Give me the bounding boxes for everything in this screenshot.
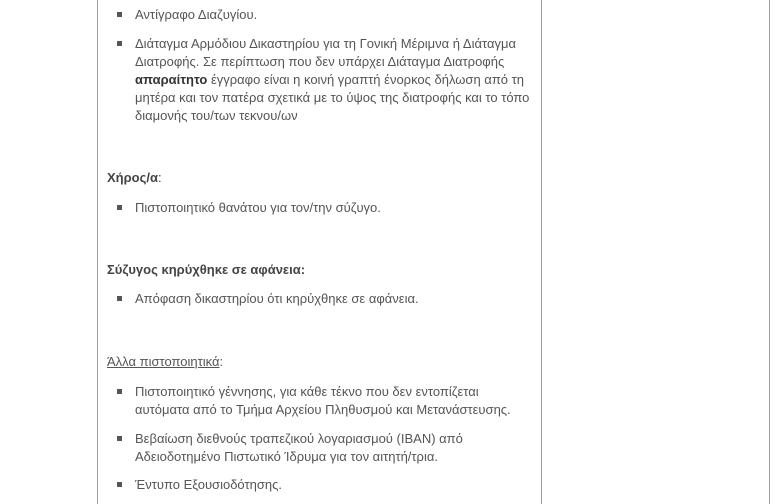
other-certificates-heading-colon: :	[219, 354, 224, 369]
table-border-middle	[541, 0, 542, 504]
list-item-text: Έντυπο Εξουσιοδότησης.	[135, 477, 282, 492]
list-item-authorization-form	[117, 476, 535, 494]
widowed-heading-colon: :	[157, 170, 162, 185]
other-certificates-heading-text: Άλλα πιστοποιητικά	[107, 354, 220, 369]
table-border-left	[97, 0, 98, 504]
list-item-text: Απόφαση δικαστηρίου ότι κηρύχθηκε σε αφάνεια.	[135, 291, 419, 306]
list-item-text: Αντίγραφο Διαζυγίου.	[135, 7, 258, 22]
list-item-court-decision	[117, 290, 535, 308]
widowed-heading-text: Χήρος/α	[107, 170, 158, 185]
list-item-text: Πιστοποιητικό θανάτου για τον/την σύζυγο.	[135, 200, 381, 215]
list-item-birth-certificate	[117, 383, 535, 419]
list-item-death-certificate	[117, 199, 535, 217]
list-item-text: Βεβαίωση διεθνούς τραπεζικού λογαριασμού (IBAN) από Αδειοδοτημένο Πιστωτικό Ίδρυμα για τον αιτητή/τρια.	[135, 431, 463, 464]
section-heading-other-certificates	[107, 353, 223, 371]
court-order-text-part1: Διάταγμα Αρμόδιου Δικαστηρίου για τη Γονική Μέριμνα ή Διάταγμα Διατροφής. Σε περίπτωση που δεν υπάρχει Διάταγμα Διατροφής	[135, 36, 516, 69]
list-item-iban-certificate	[117, 430, 535, 466]
court-order-text-part2: έγγραφο είναι η κοινή γραπτή ένορκος δήλωση από τη μητέρα και τον πατέρα σχετικά με το ύψος της διατροφής και το τόπο διαμονής του/των τεκνου/ων	[135, 72, 530, 123]
section-heading-widowed	[107, 169, 162, 187]
list-item-text: Πιστοποιητικό γέννησης, για κάθε τέκνο που δεν εντοπίζεται αυτόματα από το Τμήμα Αρχείου Πληθυσμού και Μετανάστευσης.	[135, 384, 511, 417]
list-item-court-order	[117, 35, 535, 125]
table-border-right	[769, 0, 770, 504]
court-order-bold: απαραίτητο	[135, 72, 208, 87]
section-heading-missing-spouse	[107, 261, 305, 279]
missing-spouse-heading-text: Σύζυγος κηρύχθηκε σε αφάνεια:	[107, 262, 306, 277]
list-item-copy-divorce	[117, 6, 535, 24]
